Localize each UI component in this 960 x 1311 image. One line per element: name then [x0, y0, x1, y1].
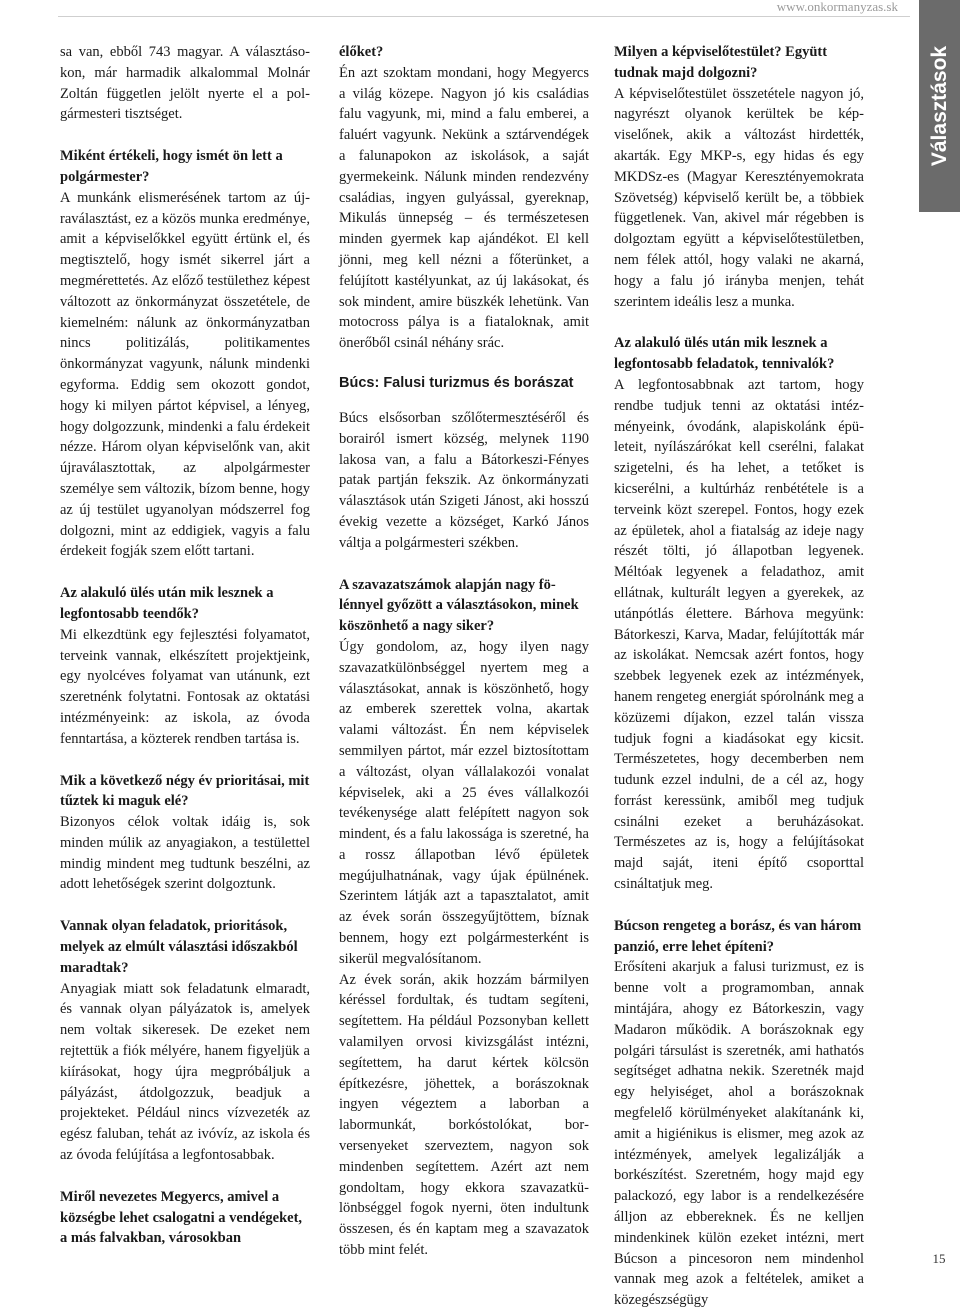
paragraph: Úgy gondolom, az, hogy ilyen nagy szavazatkülönbséggel nyertem meg a választásokat, annak is köszönhető, hogy az emberek szerettek volna, akartak valami változást. Én nem képviselek semmilyen pártot, már ezzel biztosítottam a változást, olyan vállalakozói vonalat képviselek, aki a 25 éves vállalkozói tevékenysége alatt felépített nagyon sok mindent, és a falu lakossága is szeretné, ha a rossz állapotban lévő épületek megújulhatnának, vagy újak épülnének. Szerintem látják azt a tapasztalatot, amit az évek során összegyűjtöttem, bíznak bennem, hogy ezt polgármesterként is sikerül megvalósítanom. — [339, 638, 589, 967]
paragraph: Az évek során, akik hozzám bármilyen kéréssel fordultak, és tudtam segíteni, segítettem. Ha például Pozsonyban kellett valamilyen orvosi kivizsgálást intézni, segítettem, ha darut kértek kölcsön építkezésre, jöhettek, a borászoknak ingyen végeztem a laborban a labormunkát, borkóstolókat, borversenyeket szerveztem, nagyon sok mindenben segítettem. Azért azt nem gondoltam, hogy ekkora szavazatkülönbséggel fogok nyerni, öten indultunk összesen, és én kaptam meg a szavazatok több mint felét. — [339, 971, 589, 1259]
site-url[interactable]: www.onkormanyzas.sk — [776, 0, 898, 14]
text-column-1 — [60, 42, 310, 1249]
interview-question: Vannak olyan feladatok, prioritások, melyek az elmúlt választási időszakból maradtak? — [60, 918, 298, 976]
paragraph: A képviselőtestület összetétele nagyon jó, nagyrészt olyanok kerültek be képviselőnek, akik a változást hirdették, akarták. Egy MKP-s, egy hidas és egy MKDSz-es (Magyar Keresztényemokrata Szövetség) képviselő került be, a többiek függetlenek. Van, akivel már régebben is dolgoztam együtt a képviselőtestületben, nem félek attól, hogy valaki ne akarná, hogy a falu jó irányba menjen, tehát szerintem ideális lesz a munka. — [614, 85, 864, 310]
interview-question: A szavazatszámok alapján nagy fölénnyel győzött a választásokon, minek köszönhető a nagy siker? — [339, 576, 579, 635]
text-column-2 — [339, 42, 589, 1261]
interview-question: Mik a következő négy év prioritásai, mit tűztek ki maguk elé? — [60, 772, 310, 810]
interview-question: élőket? — [339, 44, 384, 60]
paragraph: Bizonyos célok voltak idáig is, sok minden múlik az anyagiakon, a testülettel mindig mindent meg tudtunk beszélni, az adott lehetőségek szerint dolgoztunk. — [60, 814, 310, 893]
section-heading: Búcs: Falusi turizmus és borászat — [339, 374, 574, 391]
paragraph: Mi elkezdtünk egy fejlesztési folyamatot, terveink vannak, elkészített projektjeink, egy nyolcéves folyamat van utánunk, ezt szeretnénk folytatni. Fontosak az oktatási intézményeink: az iskola, az óvoda fenntartása, a közterek rendben tartása is. — [60, 626, 310, 747]
paragraph: A legfontosabbnak azt tartom, hogy rendbe tudjuk tenni az oktatási intézményeink, óvodánk, alapiskolánk épületeit, nyílászárókat kell cserélni, falakat szigetelni, és ha lehet, a tetőket is kicserélni, a kultúrház renbététele is a terveink közt szerepel. Fontos, hogy ezek az épületek, ahol a fiatalság az ideje nagy részét tölti, jó állapotban legyenek. Méltóak legyenek a feladathoz, amit ellátnak, kulturált legyen a gyerekek, az utánpótlás élettere. Bárhova megyünk: Bátorkeszi, Karva, Madar, felújították már az iskolákat. Nemcsak azért fontos, hogy szebbek legyenek ezek az intézmények, hanem rengeteg energiát spórolnánk meg a közüzemi díjakon, ezzel talán vissza tudjuk fogni a kiadásokat egy kicsit. Természetetes, hogy decemberben nem tudunk ezzel indulni, de a cél az, hogy forrást keressünk, amiből meg tudjuk csinálni ezeket a beruházásokat. Természetes az is, hogy a felújításokat majd saját, iteni építő csoporttal csináltatjuk meg. — [614, 376, 864, 893]
interview-question: Búcson rengeteg a borász, és van három panzió, erre lehet építeni? — [614, 917, 862, 955]
paragraph: Erősíteni akarjuk a falusi turizmust, ez is benne volt a programomban, annak mintájára, ahogy ez Bátorkeszin, vagy Madaron működik. A borászoknak egy polgári társulást is szeretnék, ami hathatós segítséget adhatna nekik. Szeretnék majd egy helyiséget, ahol a borászoknak megfelelő körülményeket alakítanánk ki, amit a higiénikus is elismer, meg azok az intézmények, amelyek legalizálják a borkészítést. Szeretném, hogy majd egy palackozó, egy labor is a rendelkezésére álljon az ebbereknek. És ne kelljen mindenkinek külön ezeket intézni, mert Búcson a pincesoron nem mindenhol vannak meg azok a feltételek, amiket a közegészségügy — [614, 959, 864, 1309]
section-tab — [919, 0, 960, 212]
interview-question: Milyen a képviselőtestület? Együtt tudnak majd dolgozni? — [614, 44, 828, 81]
interview-question: Miként értékeli, hogy ismét ön lett a polgármester? — [60, 148, 283, 185]
section-tab-label: Választások — [927, 45, 951, 167]
page-number: 15 — [932, 1251, 946, 1266]
paragraph: sa van, ebből 743 magyar. A választásokon, már harmadik alkalommal Molnár Zoltán független jelölt nyerte el a polgármesteri tisztséget. — [60, 44, 310, 123]
paragraph: Én azt szoktam mondani, hogy Megyercs a világ közepe. Nagyon jó kis családias falu vagyunk, mi, mind a falu emberei, a faluért vagyunk. Nekünk a sztárvendégek a falunapokon az iskolások, a saját gyermekeink. Nálunk minden rendezvény családias, ingyen gulyással, gyereknap, Mikulás ünnepség – és természetesen minden gyermek kap ajándékot. El kell jönni, meg kell nézni a főterünket, a felújított kastélyunkat, az új lakásokat, és sok mindent, amire büszkék lehetünk. Van motocross pálya is a fiataloknak, amit önerőből csinál néhány srác. — [339, 64, 589, 352]
text-column-3 — [614, 42, 864, 1311]
interview-question: Az alakuló ülés után mik lesznek a legfontosabb feladatok, tennivalók? — [614, 335, 835, 373]
header-divider — [58, 16, 910, 17]
interview-question: Miről nevezetes Megyercs, amivel a községbe lehet csalogatni a vendégeket, a más falvakban, városokban — [60, 1188, 303, 1247]
paragraph: Búcs elsősorban szőlőtermesztéséről és borairól ismert község, melynek 1190 lakosa van, a falu a Bátorkeszi-Fényes patak partján fekszik. Az önkormányzati választások után Szigeti Jánost, aki hosszú évekig vezette a községet, Karkó János váltja a polgármesteri székben. — [339, 409, 589, 551]
paragraph: Anyagiak miatt sok feladatunk elmaradt, és vannak olyan pályázatok is, amelyek nem voltak sikeresek. De ezeket nem rejtettük a fiók mélyére, hanem figyeljük a kiírásokat, hogy újra megpróbáljuk a pályázást, átdolgozzuk, beadjuk a projekteket. Például nincs vízvezeték az egész faluban, tehát az ivóvíz, az iskola és az óvoda felújítása a legfontosabbak. — [60, 980, 310, 1164]
interview-question: Az alakuló ülés után mik lesznek a legfontosabb teendők? — [60, 585, 274, 622]
paragraph: A munkánk elismerésének tartom az újraválasztást, ez a közös munka eredménye, amit a képviselőkkel együtt értünk el, és megtisztelő, hogy ismét sikerrel járt a megmérettetés. Az előző testülethez képest változott az önkormányzat összetétele, de kiemelném: nálunk az önkormányzatban nincs politizálás, politikamentes önkormányzat vagyunk, nálunk mindenki egyforma. Eddig sem okozott gondot, hogy ki milyen pártot képvisel, a lényeg, hogy dolgozzunk, mindenki a falu érdekeit nézze. Három olyan képviselőnk van, akit újraválasztottak, az alpolgármester személye sem változik, bízom benne, hogy az új testület ugyanolyan módszerrel fog dolgozni, mint az eddigiek, vagyis a falu érdekeit fogják szem előtt tartani. — [60, 189, 310, 560]
